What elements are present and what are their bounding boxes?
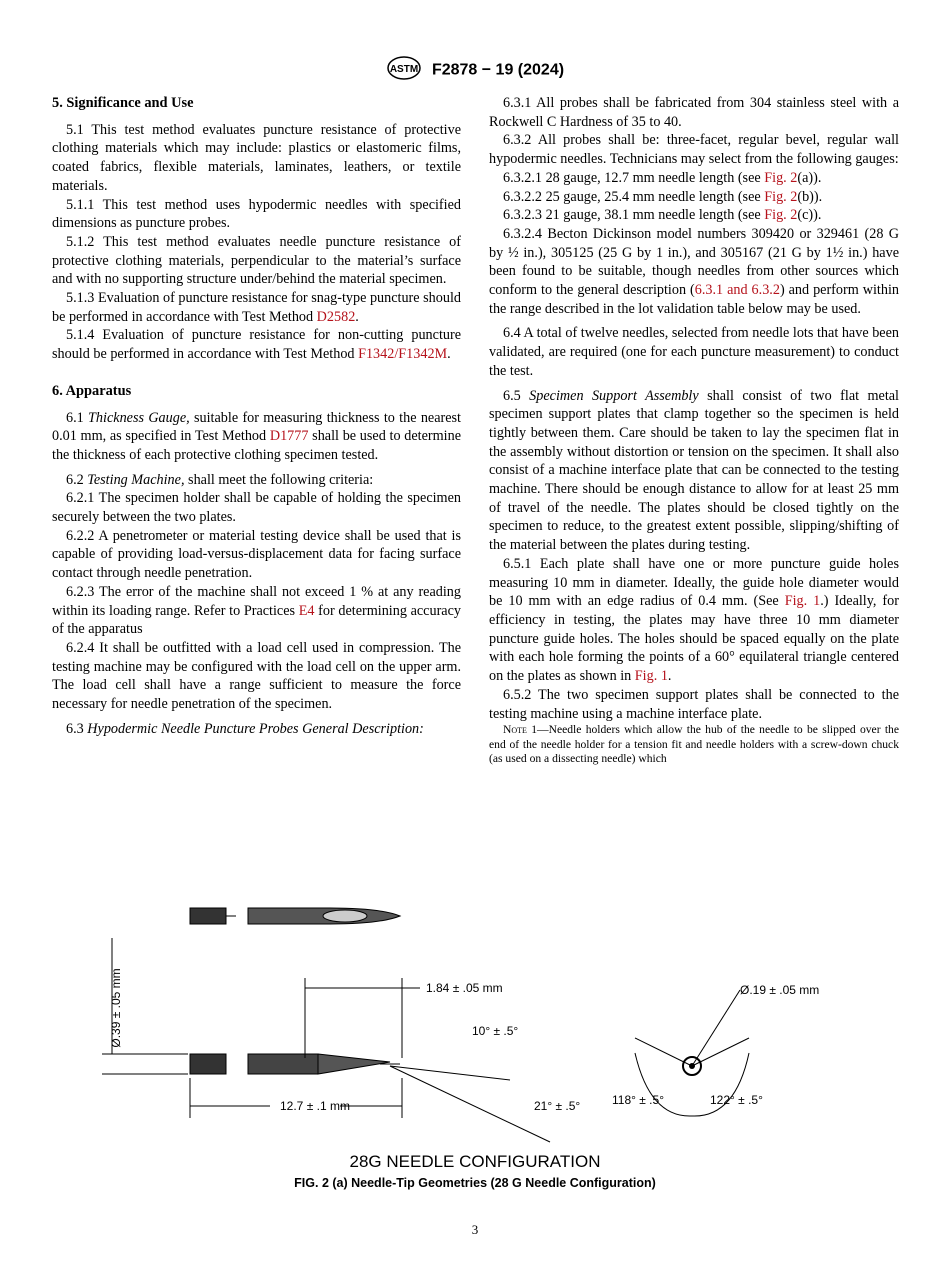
page-number: 3 <box>471 1222 479 1237</box>
paragraph-6-5-2: 6.5.2 The two specimen support plates shall be connected to the testing machine using a machine interface plate. <box>489 686 899 722</box>
paragraph-6-2-2: 6.2.2 A penetrometer or material testing device shall be used that is capable of providing load-versus-displacement data for facing surface contact through needle penetration. <box>52 527 461 582</box>
needle-top-view <box>190 908 400 924</box>
figure-caption: FIG. 2 (a) Needle-Tip Geometries (28 G Needle Configuration) <box>294 1176 656 1190</box>
ref-f1342-link[interactable]: F1342/F1342M <box>358 346 448 363</box>
paragraph-6-3-2-3: 6.3.2.3 21 gauge, 38.1 mm needle length (see Fig. 2(c)). <box>503 207 822 224</box>
paragraph-5-1-2: 5.1.2 This test method evaluates needle puncture resistance of protective clothing materials, perpendicular to the material’s surface and with no supporting structure under/behind the material specimen. <box>52 233 461 288</box>
figure-label: 28G NEEDLE CONFIGURATION <box>349 1152 601 1171</box>
angle-118-label: 118° ± .5° <box>612 1093 664 1107</box>
paragraph-5-1-4: 5.1.4 Evaluation of puncture resistance for non-cutting puncture should be performed in accordance with Test Method F1342/F1342M. <box>52 327 461 363</box>
paragraph-5-1-3: 5.1.3 Evaluation of puncture resistance for snag-type puncture should be performed in accordance with Test Method D2582. <box>52 290 461 325</box>
paragraph-6-3-2: 6.3.2 All probes shall be: three-facet, regular bevel, regular wall hypodermic needles. Technicians may select from the following gauges: <box>489 132 899 168</box>
paragraph-6-5: 6.5 Specimen Support Assembly shall consist of two flat metal specimen support plates that clamp together so the specimen is held tightly between them. Care should be taken to lay the specimen flat in the assembly without distortion or tension on the specimen. It shall also consist of a machine interface plate that can be connected to the testing machine. There should be enough distance to allow for at least 25 mm of travel of the needle. The plates should be closed tightly on the specimen to reduce, to the greatest extent possible, slipping/shifting of the material between the plates during testing. <box>489 387 899 554</box>
ref-fig1-link[interactable]: Fig. 1 <box>634 668 668 685</box>
needle-side-view <box>190 1054 400 1074</box>
astm-logo-icon <box>386 56 422 85</box>
paragraph-6-1: 6.1 Thickness Gauge, suitable for measuring thickness to the nearest 0.01 mm, as specified in Test Method D1777 shall be used to determine the thickness of each protective clothing specimen tested. <box>52 409 461 463</box>
diameter-label: Ø.39 ± .05 mm <box>109 968 123 1048</box>
svg-text:ASTM: ASTM <box>389 64 419 75</box>
ref-e4-link[interactable]: E4 <box>298 602 315 619</box>
length-label: 12.7 ± .1 mm <box>280 1099 350 1113</box>
ref-fig2-link[interactable]: Fig. 2 <box>764 188 798 205</box>
tip-diameter-label: Ø.19 ± .05 mm <box>740 983 820 997</box>
paragraph-6-3-1: 6.3.1 All probes shall be fabricated from 304 stainless steel with a Rockwell C Hardness of 35 to 40. <box>489 95 899 130</box>
paragraph-5-1: 5.1 This test method evaluates puncture resistance of protective clothing materials which may include: plastics or elastomeric films, coated fabrics, flexible materials, laminates, leathers, or textile materials. <box>52 121 461 194</box>
paragraph-6-3-2-4: 6.3.2.4 Becton Dickinson model numbers 309420 or 329461 (28 G by ½ in.), 305125 (25 G by 1 in.), and 305167 (21 G by 1½ in.) have been found to be suitable, though needles from other sources which conform to the general description (6.3.1 and 6.3.2) and perform within the range described in the lot validation table below may be used. <box>489 225 899 317</box>
paragraph-6-3-2-2: 6.3.2.2 25 gauge, 25.4 mm needle length (see Fig. 2(b)). <box>503 188 823 205</box>
page-header <box>0 56 950 85</box>
note-1: Note 1—Needle holders which allow the hub of the needle to be slipped over the end of the needle holder for a tension fit and needle holders with a screw-down chuck (as used on a dissecting needle) which <box>489 723 899 766</box>
paragraph-6-3: 6.3 Hypodermic Needle Puncture Probes General Description: <box>66 720 424 737</box>
ref-fig2-link[interactable]: Fig. 2 <box>764 207 798 224</box>
document-code: F2878 − 19 (2024) <box>431 61 565 79</box>
right-column <box>489 94 899 767</box>
paragraph-6-3-2-1: 6.3.2.1 28 gauge, 12.7 mm needle length (see Fig. 2(a)). <box>503 169 822 186</box>
ref-6-3-1-link[interactable]: 6.3.1 and 6.3.2 <box>694 282 780 299</box>
paragraph-6-2: 6.2 Testing Machine, shall meet the following criteria: <box>66 471 374 488</box>
paragraph-6-2-3: 6.2.3 The error of the machine shall not exceed 1 % at any reading within its loading range. Refer to Practices E4 for determining accuracy of the apparatus <box>52 583 461 638</box>
section-6-heading: 6. Apparatus <box>52 382 132 399</box>
angle-21-label: 21° ± .5° <box>534 1099 581 1113</box>
paragraph-5-1-1: 5.1.1 This test method uses hypodermic needles with specified dimensions as puncture probes. <box>52 196 461 232</box>
angle-122-label: 122° ± .5° <box>710 1093 763 1107</box>
needle-diagram <box>90 878 890 1178</box>
paragraph-6-4: 6.4 A total of twelve needles, selected from needle lots that have been validated, are required (one for each puncture measurement) to conduct the test. <box>489 325 899 379</box>
ref-d2582-link[interactable]: D2582 <box>316 308 356 325</box>
ref-fig2-link[interactable]: Fig. 2 <box>764 169 798 186</box>
ref-d1777-link[interactable]: D1777 <box>269 428 309 445</box>
left-column <box>52 94 461 739</box>
paragraph-6-5-1: 6.5.1 Each plate shall have one or more puncture guide holes measuring 10 mm in diameter. Ideally, the guide hole diameter would be 10 mm with an edge radius of 0.4 mm. (See Fig. 1.) Ideally, for efficiency in testing, the plates may have three 10 mm diameter puncture guide holes. The holes should be spaced equally on the plate with each hole forming the points of a 60° equilateral triangle centered on the plates as shown in Fig. 1. <box>489 555 899 685</box>
bevel-length-label: 1.84 ± .05 mm <box>426 981 503 995</box>
ref-fig1-link[interactable]: Fig. 1 <box>784 593 821 610</box>
paragraph-6-2-4: 6.2.4 It shall be outfitted with a load cell used in compression. The testing machine may be configured with the load cell on the upper arm. The load cell shall have a range sufficient to measure the force necessary for needle penetration of the specimen. <box>52 639 461 713</box>
paragraph-6-2-1: 6.2.1 The specimen holder shall be capable of holding the specimen securely between the two plates. <box>52 490 461 526</box>
angle-10-label: 10° ± .5° <box>472 1024 519 1038</box>
section-5-heading: 5. Significance and Use <box>52 95 194 111</box>
